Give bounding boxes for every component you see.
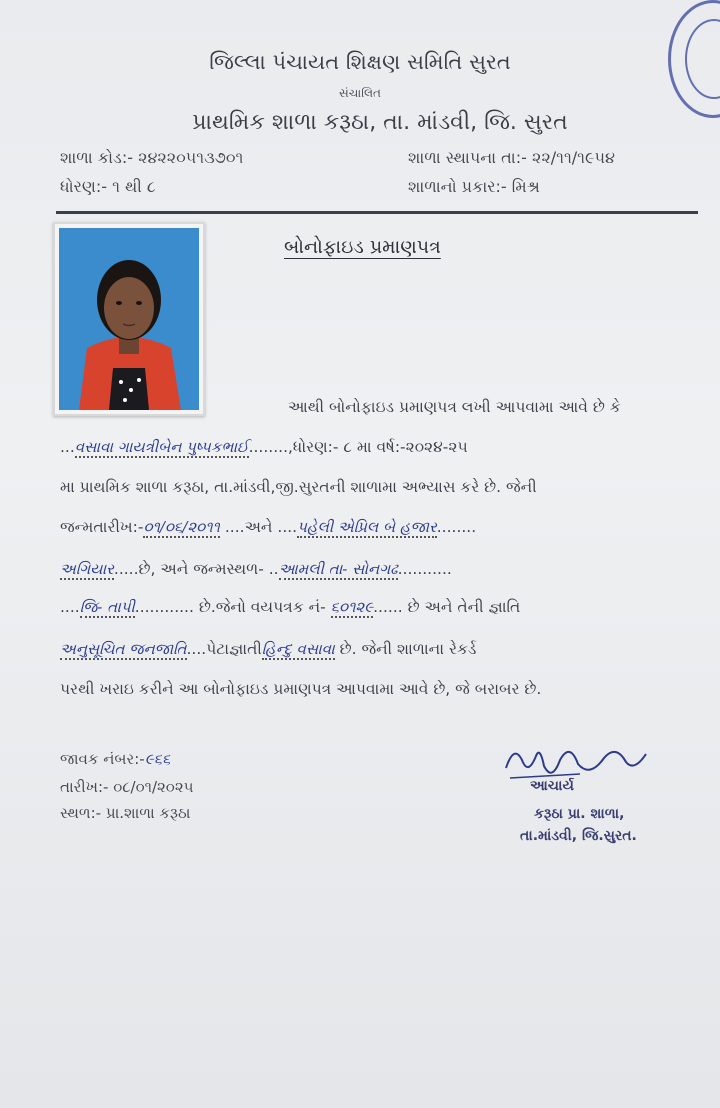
header-divider bbox=[56, 211, 698, 214]
birthplace-row: અગિયાર.....છે, અને જન્મસ્થળ- ..આમલી તા- સોનગઢ........... bbox=[60, 560, 452, 578]
dob-label: જન્મતારીખ:- bbox=[60, 518, 144, 536]
record-text: છે. જેની શાળાના રેકર્ડ bbox=[339, 640, 477, 658]
caste-row bbox=[60, 640, 476, 660]
caste-value: અનુસૂચિત જનજાતિ bbox=[60, 640, 187, 658]
dob-words-value: પહેલી એપ્રિલ બે હજાર bbox=[297, 518, 437, 536]
signature-school: કરૂઠા પ્રા. શાળા, bbox=[534, 806, 625, 822]
district-row: ....જિ- તાપી............ છે.જેનો વયપત્રક નં- ૬૦૧૨૯...... છે અને તેની જ્ઞાતિ bbox=[60, 598, 521, 616]
closing-line: પરથી ખરાઇ કરીને આ બોનોફાઇડ પ્રમાણપત્ર આપવામા આવે છે, જે બરાબર છે. bbox=[60, 680, 542, 698]
outward-label: જાવક નંબર:- bbox=[60, 750, 145, 768]
dob-row: જન્મતારીખ:-૦૧/૦૬/૨૦૧૧ ....અને ....પહેલી એપ્રિલ બે હજાર........ bbox=[60, 518, 477, 536]
caste-label: છે અને તેની જ્ઞાતિ bbox=[407, 598, 521, 616]
principal-signature bbox=[500, 738, 650, 792]
school-type: શાળાનો પ્રકાર:- મિશ્ર bbox=[408, 177, 540, 196]
managed-by-label: સંચાલિત bbox=[338, 86, 381, 100]
signature-designation: આચાર્ય bbox=[530, 778, 574, 794]
certificate-title: બોનોફાઇડ પ્રમાણપત્ર bbox=[284, 236, 441, 258]
student-photo bbox=[53, 222, 205, 416]
dob-words-continued: અગિયાર bbox=[60, 560, 114, 578]
signature-location: તા.માંડવી, જિ.સુરત. bbox=[520, 828, 637, 844]
standard-range: ધોરણ:- ૧ થી ૮ bbox=[60, 177, 156, 196]
outward-number-value: ૯૬૬ bbox=[144, 750, 171, 768]
district-value: જિ- તાપી bbox=[79, 598, 135, 616]
outward-number-row bbox=[60, 750, 170, 768]
school-name-heading: પ્રાથમિક શાળા કરૂઠા, તા. માંડવી, જિ. સુરત bbox=[192, 110, 568, 135]
dob-value: ૦૧/૦૬/૨૦૧૧ bbox=[143, 518, 220, 536]
birthplace-label: .....છે, અને જન્મસ્થળ- bbox=[113, 560, 264, 578]
intro-line: આથી બોનોફાઇડ પ્રમાણપત્ર લખી આપવામા આવે છે કે bbox=[288, 398, 621, 416]
establishment-date: શાળા સ્થાપના તા:- ૨૨/૧૧/૧૯૫૪ bbox=[408, 148, 615, 167]
student-name-row: ...વસાવા ગાયત્રીબેન પુષ્પકભાઈ........,ધોરણ:- ૮ મા વર્ષ:-૨૦૨૪-૨૫ bbox=[60, 438, 468, 456]
subcaste-value: હિન્દુ વસાવા bbox=[261, 640, 335, 658]
register-label: છે.જેનો વયપત્રક નં- bbox=[198, 598, 326, 616]
issue-place: સ્થળ:- પ્રા.શાળા કરૂઠા bbox=[60, 804, 191, 822]
school-code: શાળા કોડ:- ૨૪૨૨૦૫૧૩૭૦૧ bbox=[60, 148, 244, 167]
committee-heading: જિલ્લા પંચાયત શિક્ષણ સમિતિ સુરત bbox=[209, 50, 511, 74]
and-text: અને bbox=[244, 518, 273, 536]
issue-date: તારીખ:- ૦૮/૦૧/૨૦૨૫ bbox=[60, 778, 194, 796]
standard-year-text: ,ધોરણ:- ૮ મા વર્ષ:-૨૦૨૪-૨૫ bbox=[288, 438, 468, 456]
subcaste-label: ....પેટાજ્ઞાતી bbox=[186, 640, 262, 658]
register-number: ૬૦૧૨૯ bbox=[330, 598, 374, 616]
student-name-value: વસાવા ગાયત્રીબેન પુષ્પકભાઈ bbox=[74, 438, 249, 456]
school-enrolment-line: મા પ્રાથમિક શાળા કરૂઠા, તા.માંડવી,જી.સુરતની શાળામા અભ્યાસ કરે છે. જેની bbox=[60, 478, 537, 496]
birthplace-value: આમલી તા- સોનગઢ bbox=[278, 560, 398, 578]
